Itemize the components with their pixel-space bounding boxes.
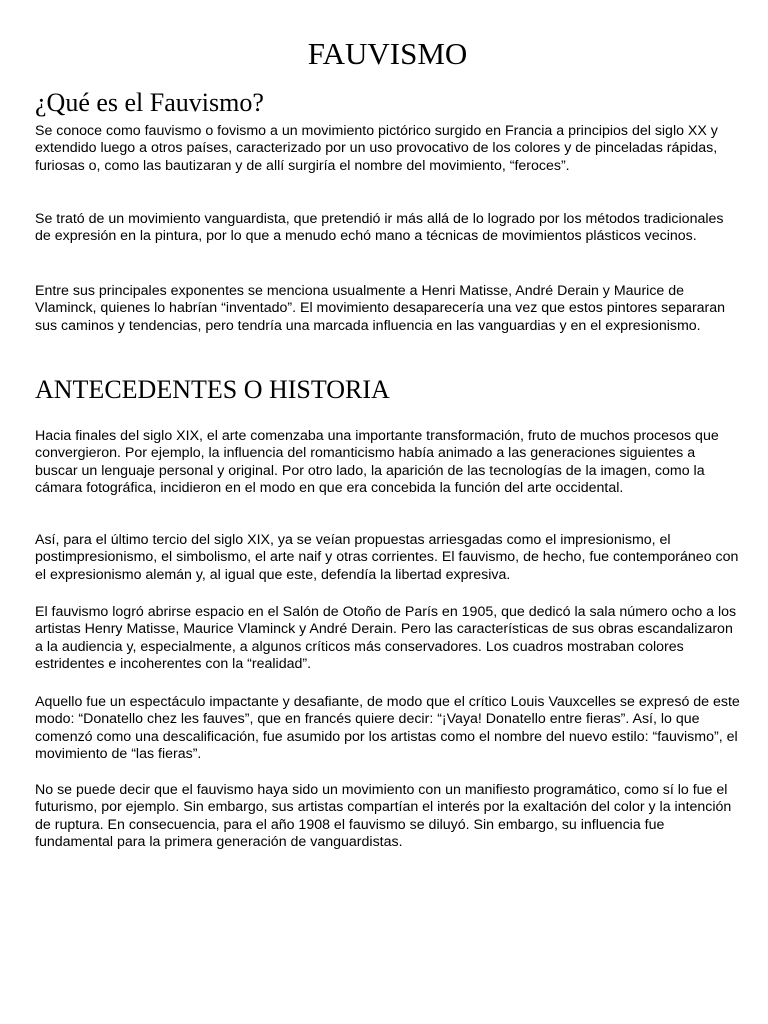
- document-title: FAUVISMO: [307, 36, 468, 71]
- paragraph: Entre sus principales exponentes se menciona usualmente a Henri Matisse, André Derain y Maurice de Vlaminck, quienes lo habrían “inventado”. El movimiento desaparecería una vez que estos pintores separaran sus caminos y tendencias, pero tendría una marcada influencia en las vanguardias y en el expresionismo.: [35, 283, 726, 334]
- paragraph: No se puede decir que el fauvismo haya sido un movimiento con un manifiesto programático, como sí lo fue el futurismo, por ejemplo. Sin embargo, sus artistas compartían el interés por la exaltación del color y la intención de ruptura. En consecuencia, para el año 1908 el fauvismo se diluyó. Sin embargo, su influencia fue fundamental para la primera generación de vanguardistas.: [35, 782, 732, 850]
- section-heading-antecedentes: ANTECEDENTES O HISTORIA: [35, 375, 390, 404]
- paragraph: Así, para el último tercio del siglo XIX, ya se veían propuestas arriesgadas como el impresionismo, el postimpresionismo, el simbolismo, el arte naif y otras corrientes. El fauvismo, de hecho, fue contemporáneo con el expresionismo alemán y, al igual que este, defendía la libertad expresiva.: [35, 532, 739, 583]
- paragraph: Se trató de un movimiento vanguardista, que pretendió ir más allá de lo logrado por los métodos tradicionales de expresión en la pintura, por lo que a menudo echó mano a técnicas de movimientos plásticos vecinos.: [35, 211, 724, 245]
- paragraph: El fauvismo logró abrirse espacio en el Salón de Otoño de París en 1905, que dedicó la sala número ocho a los artistas Henry Matisse, Maurice Vlaminck y André Derain. Pero las características de sus obras escandalizaron a la audiencia y, especialmente, a algunos críticos más conservadores. Los cuadros mostraban colores estridentes e incoherentes con la “realidad”.: [35, 604, 737, 672]
- section-heading-que-es: ¿Qué es el Fauvismo?: [35, 88, 264, 117]
- paragraph: Se conoce como fauvismo o fovismo a un movimiento pictórico surgido en Francia a principios del siglo XX y extendido luego a otros países, caracterizado por un uso provocativo de los colores y de pinceladas rápidas, furiosas o, como las bautizaran y de allí surgiría el nombre del movimiento, “feroces”.: [35, 123, 718, 174]
- paragraph: Hacia finales del siglo XIX, el arte comenzaba una importante transformación, fruto de muchos procesos que convergieron. Por ejemplo, la influencia del romanticismo había animado a las generaciones siguientes a buscar un lenguaje personal y original. Por otro lado, la aparición de las tecnologías de la imagen, como la cámara fotográfica, incidieron en el modo en que era concebida la función del arte occidental.: [35, 428, 719, 496]
- paragraph: Aquello fue un espectáculo impactante y desafiante, de modo que el crítico Louis Vauxcelles se expresó de este modo: “Donatello chez les fauves”, que en francés quiere decir: “¡Vaya! Donatello entre fieras”. Así, lo que comenzó como una descalificación, fue asumido por los artistas como el nombre del nuevo estilo: “fauvismo”, el movimiento de “las fieras”.: [35, 694, 740, 762]
